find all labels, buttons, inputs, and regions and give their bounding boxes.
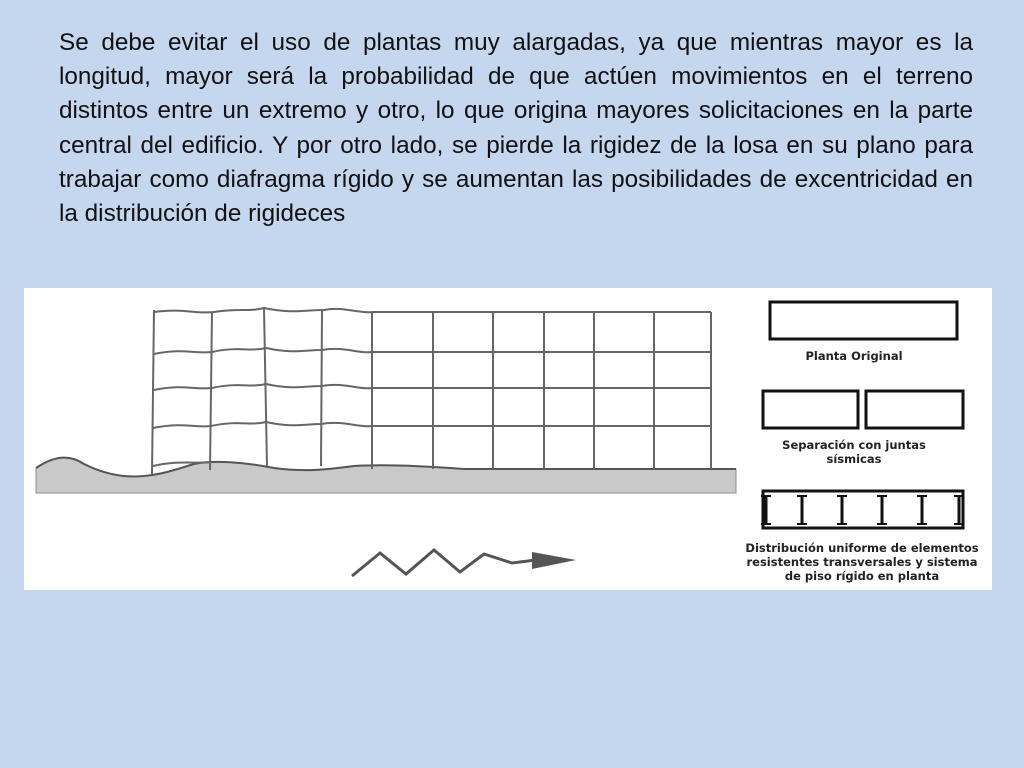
- seismic-wave-arrow: [352, 550, 576, 576]
- plan-uniforme: [761, 491, 964, 528]
- slide-paragraph: Se debe evitar el uso de plantas muy alargadas, ya que mientras mayor es la longitud, mayor será la probabilidad de que actúen movimientos en el terreno distintos entre un extremo y otro, lo que origina mayores solicitaciones en la parte central del edificio. Y por otro lado, se pierde la rigidez de la losa en su plano para trabajar como diafragma rígido y se aumentan las posibilidades de excentricidad en la distribución de rigideces: [59, 29, 973, 228]
- plan-juntas-right-rect: [866, 391, 963, 428]
- plan-juntas-left-rect: [763, 391, 858, 428]
- plan-original-rect: [770, 302, 957, 339]
- building-frame: [152, 308, 711, 474]
- diagram-figure: [24, 288, 992, 590]
- ground-terrain: [36, 458, 736, 493]
- caption-separacion-juntas: Separación con juntas sísmicas: [782, 438, 926, 466]
- caption-planta-original: Planta Original: [805, 349, 903, 363]
- caption-distribucion-uniforme: Distribución uniforme de elementos resistentes transversales y sistema de piso rígido en planta: [745, 541, 979, 583]
